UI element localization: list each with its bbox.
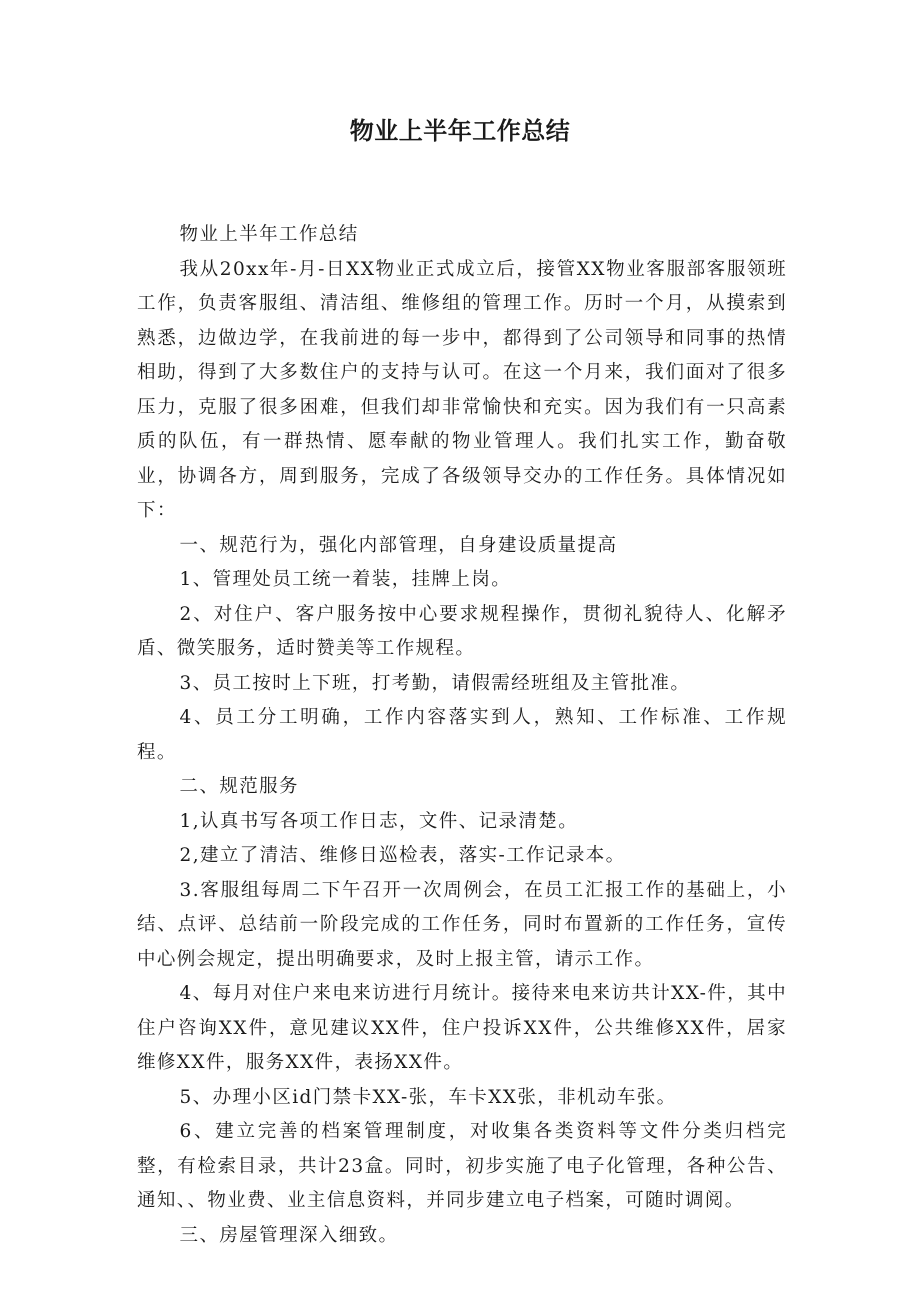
list-item: 2、对住户、客户服务按中心要求规程操作，贯彻礼貌待人、化解矛盾、微笑服务，适时赞美等工作规程。 xyxy=(137,603,787,659)
list-item: 1,认真书写各项工作日志，文件、记录清楚。 xyxy=(179,810,579,832)
section-heading-1: 一、规范行为，强化内部管理，自身建设质量提高 xyxy=(179,534,618,556)
document-title: 物业上半年工作总结 xyxy=(349,117,571,145)
section-heading-3: 三、房屋管理深入细致。 xyxy=(179,1224,399,1246)
list-item: 4、员工分工明确，工作内容落实到人，熟知、工作标准、工作规程。 xyxy=(137,707,787,763)
intro-paragraph: 我从20xx年-月-日XX物业正式成立后，接管XX物业客服部客服领班工作，负责客服组、清洁组、维修组的管理工作。历时一个月，从摸索到熟悉，边做边学，在我前进的每一步中，都得到了公司领导和同事的热情相助，得到了大多数住户的支持与认可。在这一个月来，我们面对了很多压力，克服了很多困难，但我们却非常愉快和充实。因为我们有一只高素质的队伍，有一群热情、愿奉献的物业管理人。我们扎实工作，勤奋敬业，协调各方，周到服务，完成了各级领导交办的工作任务。具体情况如下： xyxy=(137,258,787,521)
list-item: 4、每月对住户来电来访进行月统计。接待来电来访共计XX-件，其中住户咨询XX件，意见建议XX件，住户投诉XX件，公共维修XX件，居家维修XX件，服务XX件，表扬XX件。 xyxy=(137,983,787,1073)
list-item: 6、建立完善的档案管理制度，对收集各类资料等文件分类归档完整，有检索目录，共计23盒。同时，初步实施了电子化管理，各种公告、通知、、物业费、业主信息资料，并同步建立电子档案，可随时调阅。 xyxy=(137,1121,787,1211)
list-item: 2,建立了清洁、维修日巡检表，落实-工作记录本。 xyxy=(179,845,626,866)
section-heading-2: 二、规范服务 xyxy=(179,776,299,797)
list-item: 3.客服组每周二下午召开一次周例会，在员工汇报工作的基础上，小结、点评、总结前一阶段完成的工作任务，同时布置新的工作任务，宣传中心例会规定，提出明确要求，及时上报主管，请示工作。 xyxy=(137,879,787,970)
list-item: 1、管理处员工统一着装，挂牌上岗。 xyxy=(179,569,512,590)
subtitle-paragraph: 物业上半年工作总结 xyxy=(179,224,359,245)
list-item: 5、办理小区id门禁卡XX-张，车卡XX张，非机动车张。 xyxy=(179,1086,677,1108)
document-body xyxy=(137,218,787,1253)
list-item: 3、员工按时上下班，打考勤，请假需经班组及主管批准。 xyxy=(179,672,691,694)
